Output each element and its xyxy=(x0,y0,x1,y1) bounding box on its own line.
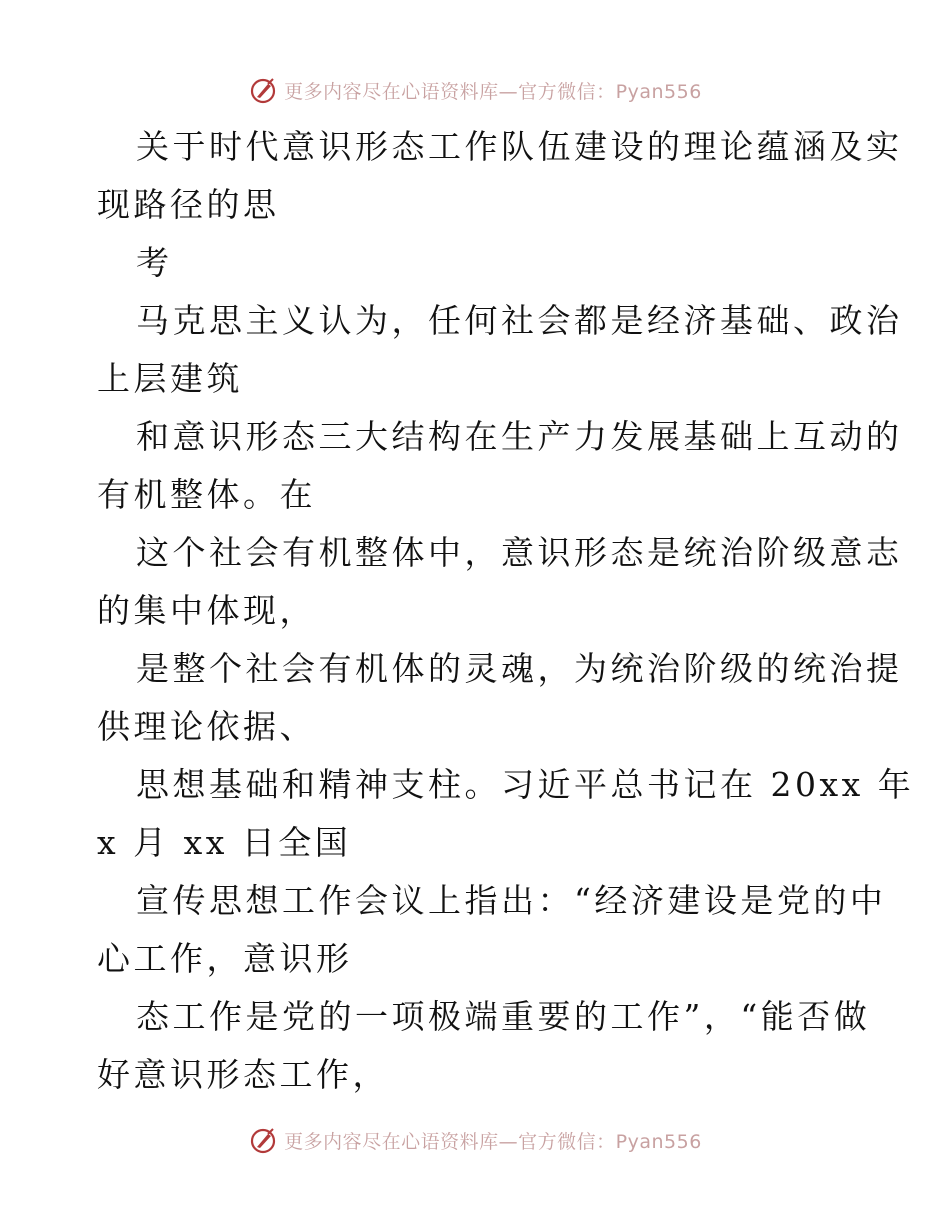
text-line: 心工作，意识形 xyxy=(97,939,353,978)
text-line: 思想基础和精神支柱。习近平总书记在 20xx 年 xyxy=(136,765,915,804)
text-line: 是整个社会有机体的灵魂，为统治阶级的统治提 xyxy=(136,649,903,688)
footer-watermark xyxy=(0,1120,950,1160)
text-line: 马克思主义认为，任何社会都是经济基础、政治 xyxy=(136,301,903,340)
text-line: 和意识形态三大结构在生产力发展基础上互动的 xyxy=(136,417,903,456)
text-line: 供理论依据、 xyxy=(97,707,316,746)
text-line: 的集中体现， xyxy=(97,591,316,630)
text-line: 现路径的思 xyxy=(97,185,280,224)
header-watermark xyxy=(0,70,950,110)
text-line: 有机整体。在 xyxy=(97,475,316,514)
quill-seal-icon xyxy=(248,75,278,105)
header-watermark-text: 更多内容尽在心语资料库—官方微信：Pyan556 xyxy=(284,80,702,103)
text-line: 态工作是党的一项极端重要的工作”，“能否做 xyxy=(136,997,871,1036)
document-body xyxy=(97,118,915,1104)
text-line: x 月 xx 日全国 xyxy=(97,823,352,862)
text-line: 考 xyxy=(136,243,173,282)
text-line: 好意识形态工作， xyxy=(97,1055,389,1094)
quill-seal-icon xyxy=(248,1125,278,1155)
text-line: 宣传思想工作会议上指出：“经济建设是党的中 xyxy=(136,881,887,920)
text-line: 这个社会有机整体中，意识形态是统治阶级意志 xyxy=(136,533,903,572)
footer-watermark-text: 更多内容尽在心语资料库—官方微信：Pyan556 xyxy=(284,1130,702,1153)
text-line: 关于时代意识形态工作队伍建设的理论蕴涵及实 xyxy=(136,127,903,166)
text-line: 上层建筑 xyxy=(97,359,243,398)
